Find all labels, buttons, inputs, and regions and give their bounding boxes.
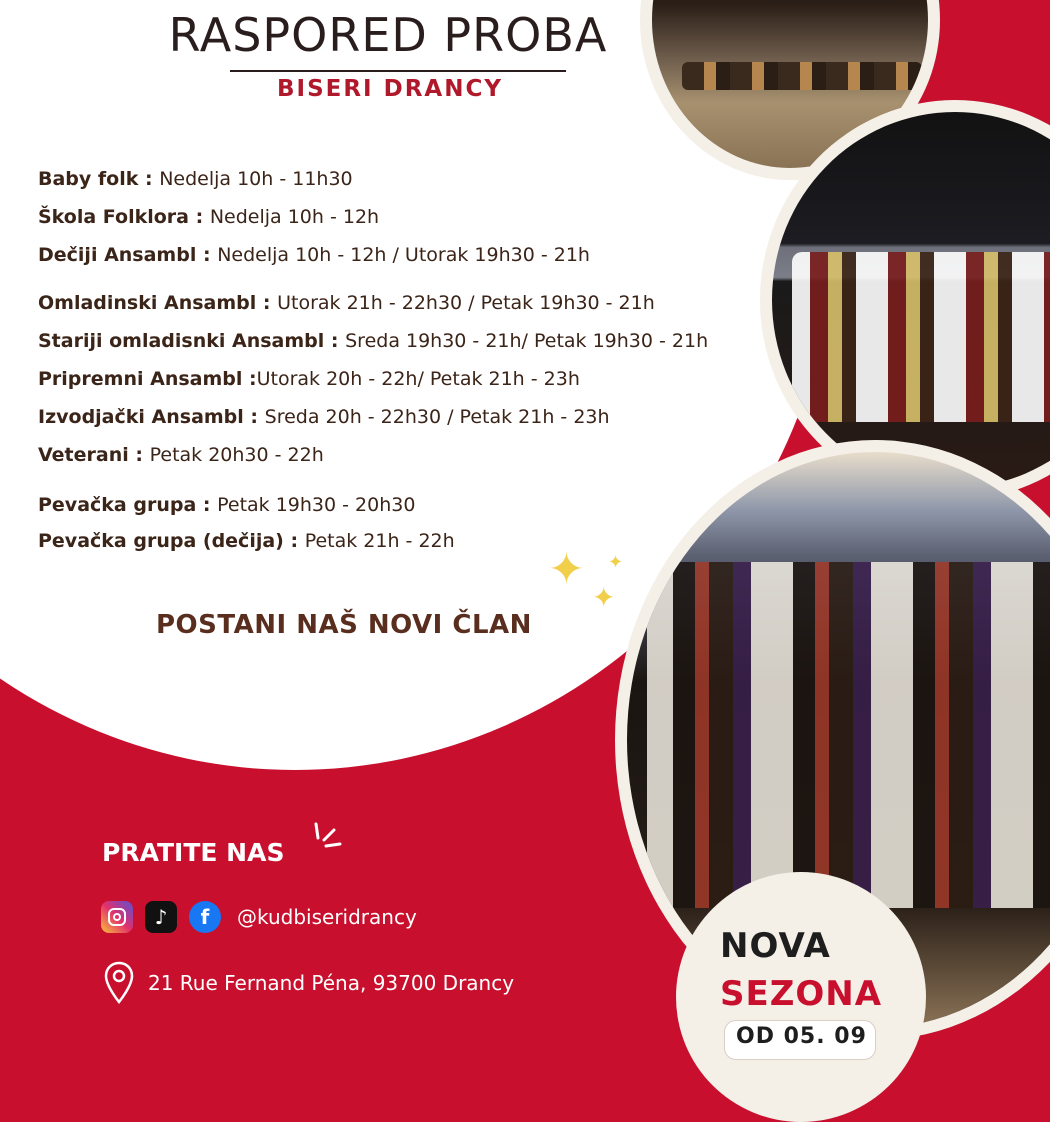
schedule-item <box>38 294 655 313</box>
schedule-label: Dečiji Ansambl : <box>38 244 218 266</box>
schedule-time: Petak 19h30 - 20h30 <box>217 494 416 516</box>
schedule-time: Sreda 20h - 22h30 / Petak 21h - 23h <box>264 406 610 428</box>
schedule-label: Škola Folklora : <box>38 206 210 228</box>
schedule-item <box>38 246 590 265</box>
badge-line-nova: NOVA <box>720 926 831 966</box>
schedule-label: Pripremni Ansambl : <box>38 368 257 390</box>
schedule-label: Baby folk : <box>38 168 160 190</box>
follow-us-heading: PRATITE NAS <box>102 838 285 867</box>
page-subtitle: BISERI DRANCY <box>276 76 504 102</box>
photo-detail <box>792 252 1050 422</box>
schedule-item <box>38 332 708 351</box>
schedule-item <box>38 208 379 227</box>
schedule-time: Utorak 20h - 22h/ Petak 21h - 23h <box>256 368 580 390</box>
photo-detail <box>647 562 1050 922</box>
social-handle[interactable]: @kudbiseridrancy <box>237 905 417 929</box>
schedule-time: Sreda 19h30 - 21h/ Petak 19h30 - 21h <box>345 330 709 352</box>
schedule-item <box>38 496 415 515</box>
schedule-item <box>38 408 610 427</box>
sparkle-icon: ✦ <box>592 581 616 614</box>
accent-rays-icon <box>312 818 344 850</box>
title-divider <box>230 70 566 72</box>
schedule-time: Utorak 21h - 22h30 / Petak 19h30 - 21h <box>277 292 655 314</box>
photo-detail <box>682 62 922 90</box>
schedule-label: Veterani : <box>38 444 150 466</box>
schedule-time: Petak 21h - 22h <box>304 530 455 552</box>
schedule-time: Nedelja 10h - 11h30 <box>159 168 353 190</box>
schedule-time: Petak 20h30 - 22h <box>149 444 324 466</box>
location-pin-icon <box>104 961 134 1005</box>
schedule-time: Nedelja 10h - 12h <box>209 206 380 228</box>
schedule-label: Stariji omladisnki Ansambl : <box>38 330 346 352</box>
badge-line-sezona: SEZONA <box>720 974 883 1014</box>
facebook-icon[interactable]: f <box>189 901 221 933</box>
schedule-item <box>38 532 455 551</box>
sparkle-icon: ✦ <box>548 544 585 595</box>
schedule-item <box>38 446 324 465</box>
instagram-icon[interactable] <box>101 901 133 933</box>
address-block <box>104 958 514 1008</box>
schedule-time: Nedelja 10h - 12h / Utorak 19h30 - 21h <box>217 244 590 266</box>
page-title: RASPORED PROBA <box>168 8 608 62</box>
schedule-label: Pevačka grupa : <box>38 494 218 516</box>
schedule-label: Pevačka grupa (dečija) : <box>38 530 305 552</box>
address-text: 21 Rue Fernand Péna, 93700 Drancy <box>148 971 515 995</box>
schedule-label: Omladinski Ansambl : <box>38 292 278 314</box>
tiktok-icon[interactable]: ♪ <box>145 901 177 933</box>
schedule-item <box>38 370 580 389</box>
season-start-date: OD 05. 09 <box>736 1024 867 1049</box>
schedule-label: Izvodjački Ansambl : <box>38 406 265 428</box>
schedule-item <box>38 170 353 189</box>
sparkle-icon: ✦ <box>608 552 624 573</box>
social-links <box>101 900 417 934</box>
join-us-text: POSTANI NAŠ NOVI ČLAN <box>156 610 532 640</box>
